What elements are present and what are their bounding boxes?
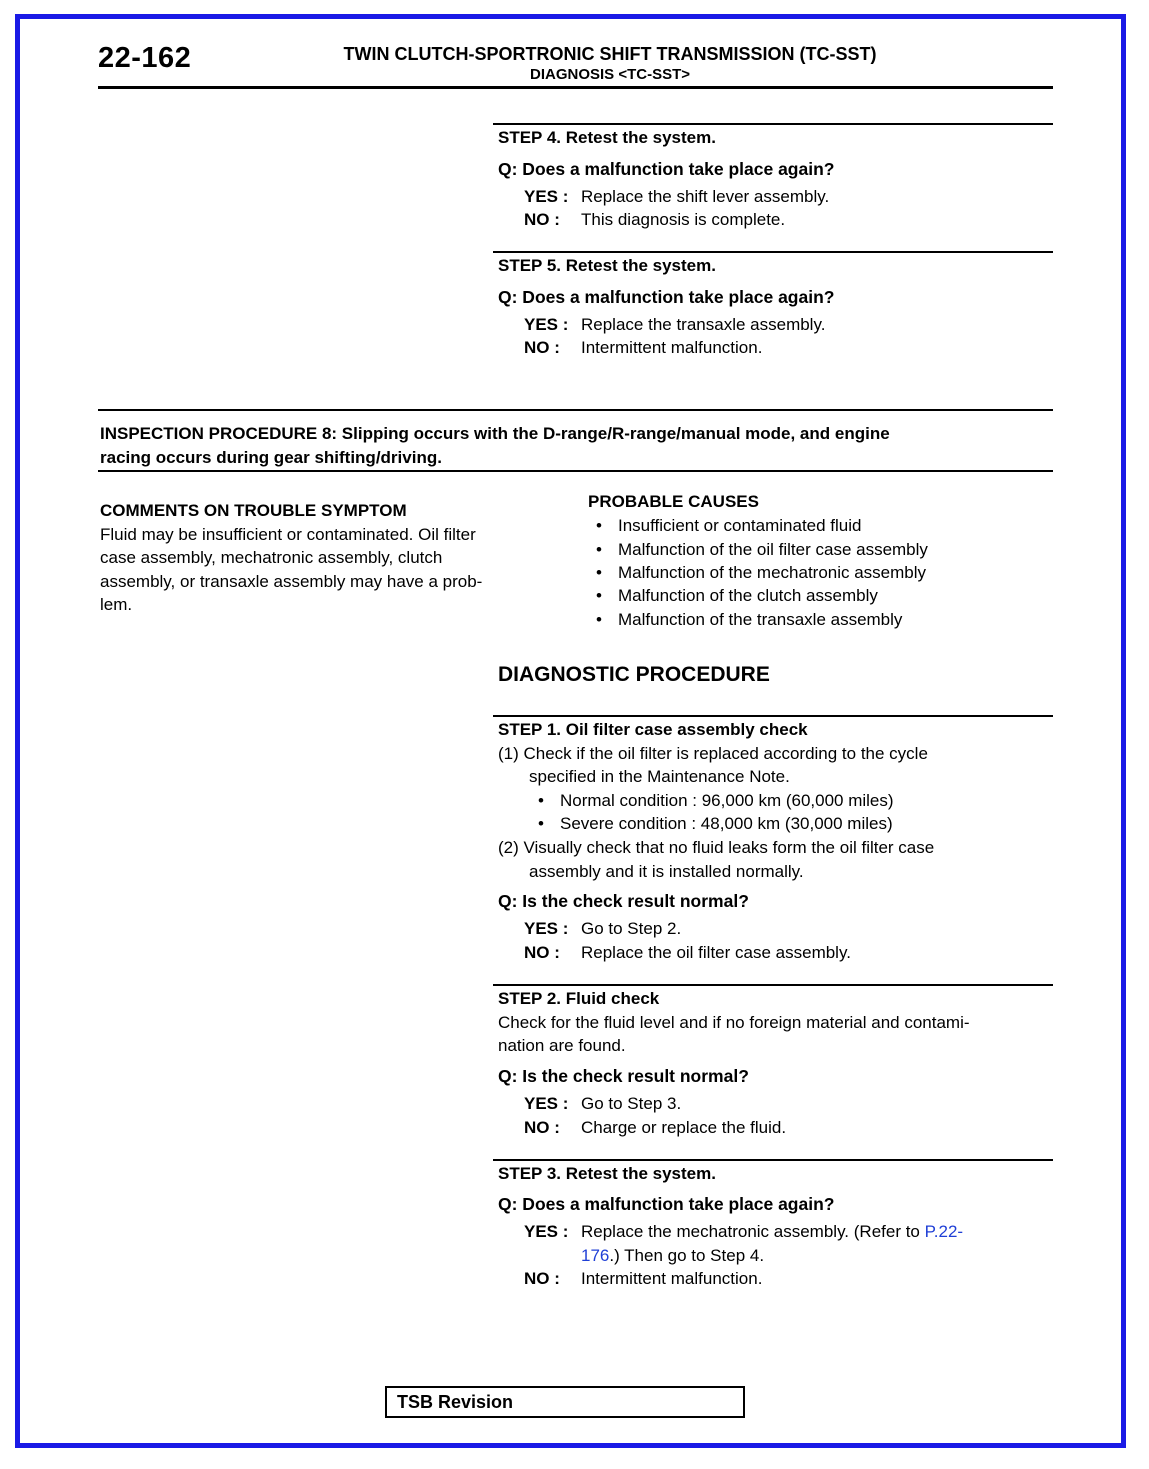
step1-item1: (1) Check if the oil filter is replaced according to the cycle xyxy=(498,744,928,763)
step2-no xyxy=(524,1116,786,1139)
step3-yes xyxy=(524,1220,963,1243)
yes-label: YES : xyxy=(524,1094,569,1113)
no-text: This diagnosis is complete. xyxy=(581,210,786,229)
no-label: NO : xyxy=(524,1118,560,1137)
step5-title: STEP 5. Retest the system. xyxy=(498,256,716,275)
document-subtitle: DIAGNOSIS <TC-SST> xyxy=(529,66,691,83)
page-reference-link[interactable]: 176 xyxy=(581,1246,610,1265)
step1-title: STEP 1. Oil filter case assembly check xyxy=(498,720,808,739)
step2-text-cont: nation are found. xyxy=(498,1036,626,1055)
bullet-icon: • xyxy=(596,516,602,535)
page-reference-link[interactable]: P.22- xyxy=(924,1222,964,1241)
step3-title: STEP 3. Retest the system. xyxy=(498,1164,716,1183)
step3-yes-cont: 176.) Then go to Step 4. xyxy=(581,1246,765,1265)
step1-item1-cont: specified in the Maintenance Note. xyxy=(529,767,790,786)
step1-yes xyxy=(524,917,681,940)
divider xyxy=(493,123,1053,125)
yes-text: Go to Step 2. xyxy=(581,919,682,938)
document-title: TWIN CLUTCH-SPORTRONIC SHIFT TRANSMISSION (TC-SST) xyxy=(343,44,877,64)
divider xyxy=(98,470,1053,472)
step1-item2-cont: assembly and it is installed normally. xyxy=(529,862,804,881)
bullet-icon: • xyxy=(596,610,602,629)
step1-sub-normal: • Normal condition : 96,000 km (60,000 miles) xyxy=(538,791,894,810)
yes-label: YES : xyxy=(524,315,569,334)
bullet-icon: • xyxy=(596,586,602,605)
step4-yes xyxy=(524,185,829,208)
yes-label: YES : xyxy=(524,1222,569,1241)
no-label: NO : xyxy=(524,1269,560,1288)
divider xyxy=(493,984,1053,986)
comments-line: Fluid may be insufficient or contaminated. Oil filter xyxy=(100,525,476,544)
step1-item2: (2) Visually check that no fluid leaks form the oil filter case xyxy=(498,838,935,857)
step2-yes xyxy=(524,1092,681,1115)
bullet-icon: • xyxy=(538,814,544,833)
no-text: Intermittent malfunction. xyxy=(581,1269,763,1288)
step5-question: Q: Does a malfunction take place again? xyxy=(498,287,835,307)
comments-line: assembly, or transaxle assembly may have a prob- xyxy=(100,572,483,591)
yes-text: Replace the mechatronic assembly. (Refer to xyxy=(581,1222,925,1241)
step4-question: Q: Does a malfunction take place again? xyxy=(498,159,835,179)
comments-line: lem. xyxy=(100,595,133,614)
step4-title: STEP 4. Retest the system. xyxy=(498,128,716,147)
step3-question: Q: Does a malfunction take place again? xyxy=(498,1194,835,1214)
page-number: 22-162 xyxy=(98,42,192,74)
cause-item: • Insufficient or contaminated fluid xyxy=(596,516,862,535)
comments-line: case assembly, mechatronic assembly, clutch xyxy=(100,548,443,567)
no-text: Charge or replace the fluid. xyxy=(581,1118,787,1137)
step4-no xyxy=(524,208,785,231)
step5-no xyxy=(524,336,762,359)
cause-item: • Malfunction of the transaxle assembly xyxy=(596,610,903,629)
step5-yes xyxy=(524,313,825,336)
diagnostic-procedure-heading: DIAGNOSTIC PROCEDURE xyxy=(498,663,770,686)
bullet-icon: • xyxy=(596,563,602,582)
divider xyxy=(493,715,1053,717)
no-label: NO : xyxy=(524,210,560,229)
step2-text: Check for the fluid level and if no foreign material and contami- xyxy=(498,1013,970,1032)
yes-label: YES : xyxy=(524,919,569,938)
comments-heading: COMMENTS ON TROUBLE SYMPTOM xyxy=(100,501,407,520)
step1-sub-severe: • Severe condition : 48,000 km (30,000 miles) xyxy=(538,814,893,833)
bullet-icon: • xyxy=(538,791,544,810)
header-rule xyxy=(98,86,1053,89)
step1-no xyxy=(524,941,851,964)
yes-label: YES : xyxy=(524,187,569,206)
cause-item: • Malfunction of the mechatronic assembly xyxy=(596,563,927,582)
step3-no xyxy=(524,1267,762,1290)
divider xyxy=(98,409,1053,411)
no-label: NO : xyxy=(524,943,560,962)
cause-item: • Malfunction of the clutch assembly xyxy=(596,586,878,605)
tsb-revision-label: TSB Revision xyxy=(397,1392,514,1412)
divider xyxy=(493,251,1053,253)
divider xyxy=(493,1159,1053,1161)
no-text: Replace the oil filter case assembly. xyxy=(581,943,851,962)
inspection-title-line2: racing occurs during gear shifting/driving. xyxy=(100,448,442,467)
no-label: NO : xyxy=(524,338,560,357)
bullet-icon: • xyxy=(596,540,602,559)
yes-text: Replace the transaxle assembly. xyxy=(581,315,826,334)
no-text: Intermittent malfunction. xyxy=(581,338,763,357)
yes-text: Go to Step 3. xyxy=(581,1094,682,1113)
tsb-revision-box xyxy=(385,1386,745,1418)
causes-heading: PROBABLE CAUSES xyxy=(588,492,759,511)
cause-item: • Malfunction of the oil filter case assembly xyxy=(596,540,928,559)
step2-title: STEP 2. Fluid check xyxy=(498,989,660,1008)
inspection-title-line1: INSPECTION PROCEDURE 8: Slipping occurs with the D-range/R-range/manual mode, and engine xyxy=(100,424,890,443)
step1-question: Q: Is the check result normal? xyxy=(498,891,749,911)
step2-question: Q: Is the check result normal? xyxy=(498,1066,749,1086)
yes-text: Replace the shift lever assembly. xyxy=(581,187,830,206)
